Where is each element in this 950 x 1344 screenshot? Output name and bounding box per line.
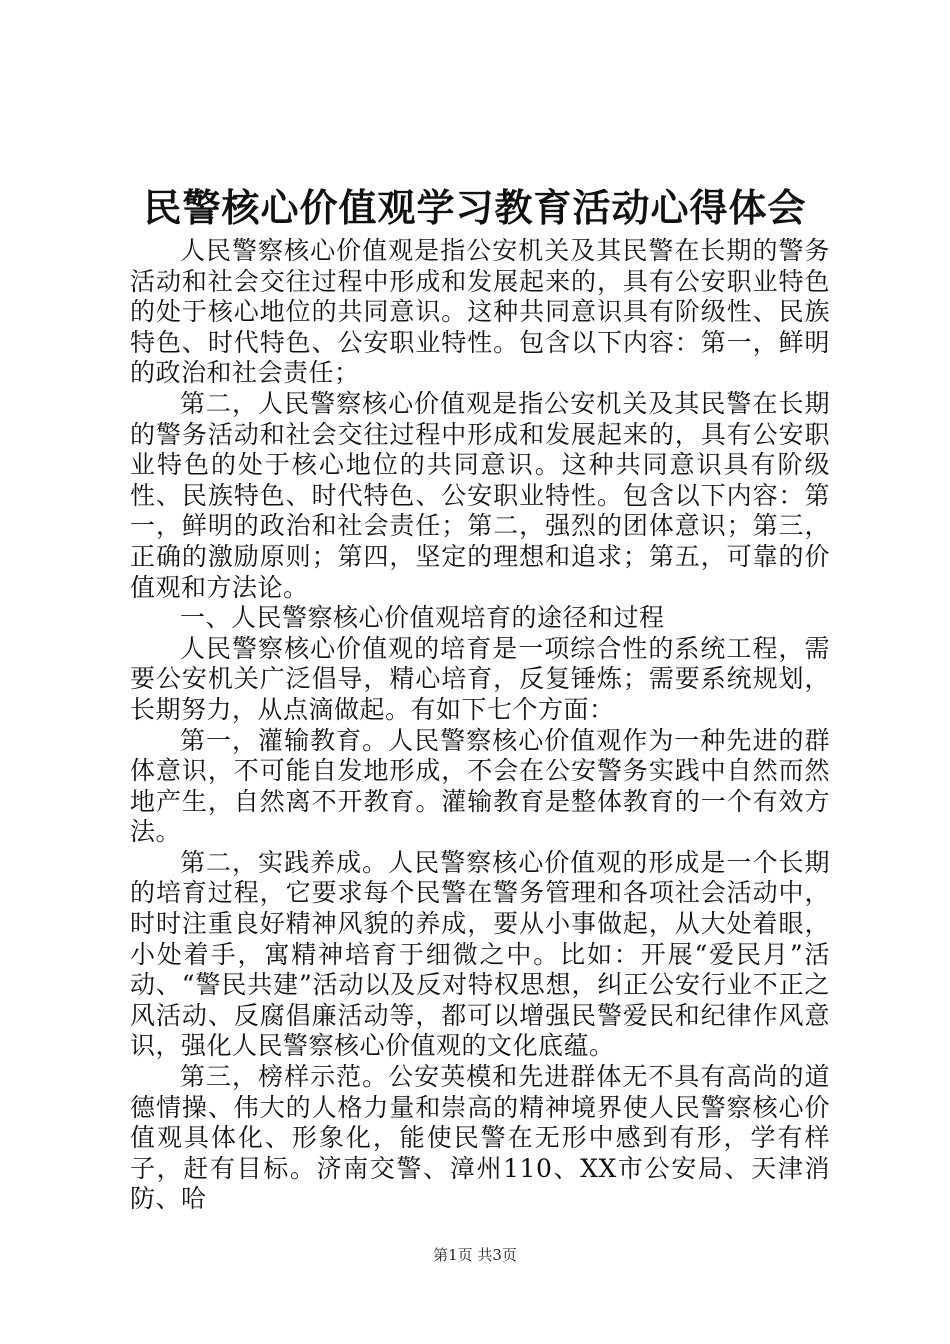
paragraph: 人民警察核心价值观的培育是一项综合性的系统工程，需要公安机关广泛倡导，精心培育，反复锤炼；需要系统规划，长期努力，从点滴做起。有如下七个方面： <box>130 633 830 724</box>
paragraph: 第二，人民警察核心价值观是指公安机关及其民警在长期的警务活动和社会交往过程中形成和发展起来的，具有公安职业特色的处于核心地位的共同意识。这种共同意识具有阶级性、民族特色、时代特色、公安职业特性。包含以下内容：第一，鲜明的政治和社会责任；第二，强烈的团体意识；第三，正确的激励原则；第四，坚定的理想和追求；第五，可靠的价值观和方法论。 <box>130 388 830 602</box>
document-body <box>130 236 830 1215</box>
paragraph: 人民警察核心价值观是指公安机关及其民警在长期的警务活动和社会交往过程中形成和发展起来的，具有公安职业特色的处于核心地位的共同意识。这种共同意识具有阶级性、民族特色、时代特色、公安职业特性。包含以下内容：第一，鲜明的政治和社会责任； <box>130 236 830 388</box>
document-title: 民警核心价值观学习教育活动心得体会 <box>143 186 807 230</box>
section-heading: 一、人民警察核心价值观培育的途径和过程 <box>180 603 665 633</box>
paragraph: 第二，实践养成。人民警察核心价值观的形成是一个长期的培育过程，它要求每个民警在警务管理和各项社会活动中，时时注重良好精神风貌的养成，要从小事做起，从大处着眼，小处着手，寓精神培育于细微之中。比如：开展“爱民月”活动、“警民共建”活动以及反对特权思想，纠正公安行业不正之风活动、反腐倡廉活动等，都可以增强民警爱民和纪律作风意识，强化人民警察核心价值观的文化底蕴。 <box>130 847 830 1061</box>
paragraph: 第一，灌输教育。人民警察核心价值观作为一种先进的群体意识，不可能自发地形成，不会在公安警务实践中自然而然地产生，自然离不开教育。灌输教育是整体教育的一个有效方法。 <box>130 725 830 847</box>
paragraph: 第三，榜样示范。公安英模和先进群体无不具有高尚的道德情操、伟大的人格力量和崇高的精神境界使人民警察核心价值观具体化、形象化，能使民警在无形中感到有形，学有样子，赶有目标。济南交警、漳州110、XX市公安局、天津消防、哈 <box>130 1062 830 1214</box>
page-footer: 第1页 共3页 <box>433 1246 517 1264</box>
